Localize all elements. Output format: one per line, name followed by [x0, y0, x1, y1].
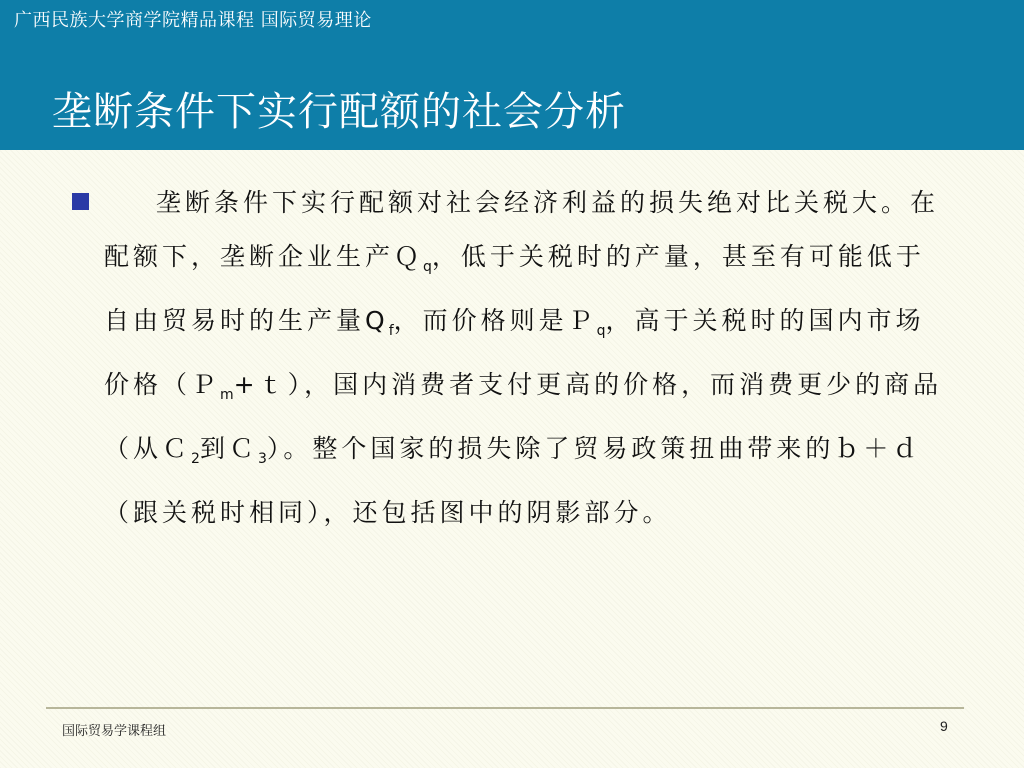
text-segment: ，而价格则是Ｐ	[393, 306, 597, 335]
subscript: m	[220, 387, 234, 403]
square-bullet-icon	[72, 193, 89, 210]
text-segment: 垄断条件下实行配额对社会经济利益的损失绝对比关税大。在配额下，垄断企业生产Ｑ	[104, 188, 940, 271]
footer-course-group: 国际贸易学课程组	[62, 724, 167, 739]
text-segment: +ｔ），国内消费者支付更高的价格，而消费更少的商品（从Ｃ	[104, 370, 943, 463]
bullet-text	[104, 176, 944, 540]
subscript: f	[388, 323, 394, 339]
footer-divider	[46, 707, 964, 709]
course-title: 广西民族大学商学院精品课程 国际贸易理论	[14, 10, 372, 31]
bullet-item	[70, 176, 970, 540]
subscript: q	[423, 259, 432, 275]
subscript: 3	[257, 451, 267, 467]
slide-body	[70, 176, 970, 540]
subscript: q	[596, 323, 606, 339]
text-segment: ，高于关税时的国内市场价格（Ｐ	[104, 306, 925, 399]
slide-title: 垄断条件下实行配额的社会分析	[52, 89, 626, 135]
text-segment: 到Ｃ	[199, 434, 258, 463]
header-bar	[0, 0, 1024, 150]
page-number: 9	[940, 718, 948, 734]
subscript: 2	[191, 451, 200, 467]
text-segment: ，低于关税时的产量，甚至有可能低于自由贸易时的生产量Q	[104, 242, 925, 335]
text-segment: ）。整个国家的损失除了贸易政策扭曲带来的ｂ＋ｄ（跟关税时相同），还包括图中的阴影部分。	[104, 434, 922, 527]
